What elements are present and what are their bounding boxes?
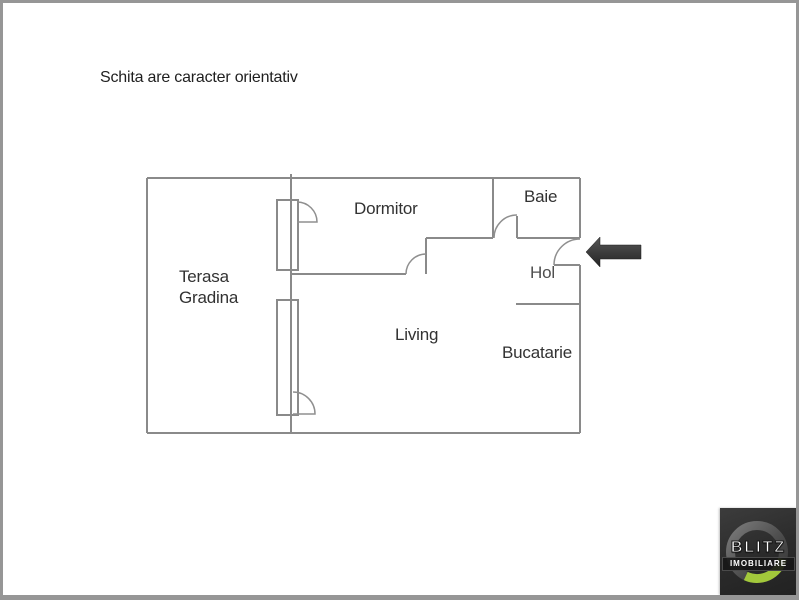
terasa-door-top: [277, 200, 298, 270]
room-label-dormitor: Dormitor: [354, 199, 418, 218]
room-label-bucatarie: Bucatarie: [502, 343, 573, 362]
room-label-hol: Hol: [530, 263, 555, 282]
terasa-label-line2: Gradina: [179, 288, 239, 307]
terasa-label-line1: Terasa: [179, 267, 229, 286]
floor-plan: [3, 3, 796, 595]
blitz-logo: [720, 508, 797, 595]
room-label-terasa-gradina: [179, 266, 238, 308]
room-label-living: Living: [395, 325, 439, 344]
dormitor-door-arc: [406, 254, 426, 274]
terasa-door-bottom-arc: [293, 392, 315, 414]
entrance-door-arc: [554, 239, 580, 265]
terasa-door-bottom: [277, 300, 298, 415]
baie-door-arc: [494, 215, 517, 238]
logo-brand-text: BLITZ: [730, 539, 787, 556]
logo-tagline-text: IMOBILIARE: [723, 558, 794, 570]
terasa-door-top-arc: [297, 202, 317, 222]
disclaimer-text: Schita are caracter orientativ: [100, 69, 298, 86]
room-label-baie: Baie: [524, 187, 558, 206]
entrance-arrow-icon: [586, 237, 641, 267]
